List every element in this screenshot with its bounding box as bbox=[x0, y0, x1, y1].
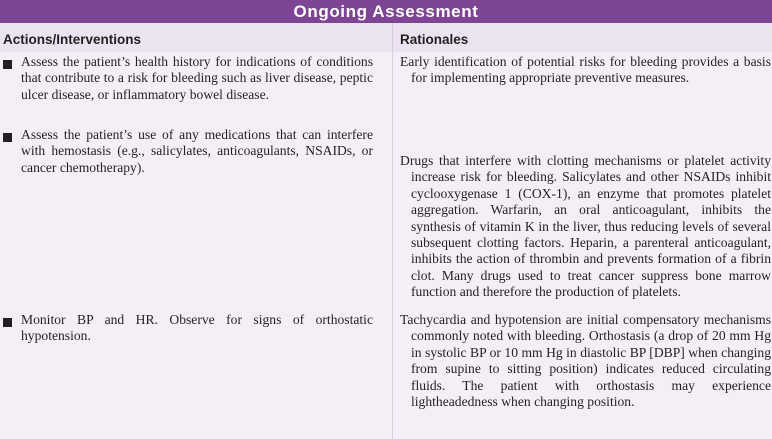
rationale-text: Early identification of potential risks for bleeding provides a basis for implementing appropriate preventive measures. bbox=[400, 54, 771, 86]
column-header-rationales: Rationales bbox=[400, 32, 469, 47]
bullet-square-icon bbox=[3, 60, 12, 69]
bullet-square-icon bbox=[3, 318, 12, 327]
column-header-actions: Actions/Interventions bbox=[3, 32, 142, 47]
rationale-text: Drugs that interfere with clotting mechanisms or platelet activity increase risk for bleeding. Salicylates and other NSAIDs inhibit cyclooxygenase 1 (COX-1), an enzyme that promotes platelet aggregation. Warfarin, an oral anticoagulant, inhibits the synthesis of vitamin K in the liver, thus reducing levels of several subsequent clotting factors. Heparin, a parenteral anticoagulant, inhibits the action of thrombin and prevents formation of a fibrin clot. Many drugs used to treat cancer suppress bone marrow function and therefore the production of platelets. bbox=[400, 153, 771, 300]
action-text: Assess the patient’s use of any medications that can interfere with hemostasis (e.g., salicylates, anticoagulants, NSAIDs, or cancer chemotherapy). bbox=[21, 127, 373, 175]
action-text: Assess the patient’s health history for indications of conditions that contribute to a risk for bleeding such as liver disease, peptic ulcer disease, or inflammatory bowel disease. bbox=[21, 54, 373, 102]
column-divider bbox=[392, 23, 393, 439]
rationale-text: Tachycardia and hypotension are initial compensatory mechanisms commonly noted with bleeding. Orthostasis (a drop of 20 mm Hg in systolic BP or 10 mm Hg in diastolic BP [DBP] when changing from supine to sitting position) indicates reduced circulating fluids. The patient with orthostasis may experience lightheadedness when changing position. bbox=[400, 312, 771, 410]
table-title: Ongoing Assessment bbox=[0, 0, 772, 23]
action-text: Monitor BP and HR. Observe for signs of orthostatic hypotension. bbox=[21, 312, 373, 344]
bullet-square-icon bbox=[3, 133, 12, 142]
